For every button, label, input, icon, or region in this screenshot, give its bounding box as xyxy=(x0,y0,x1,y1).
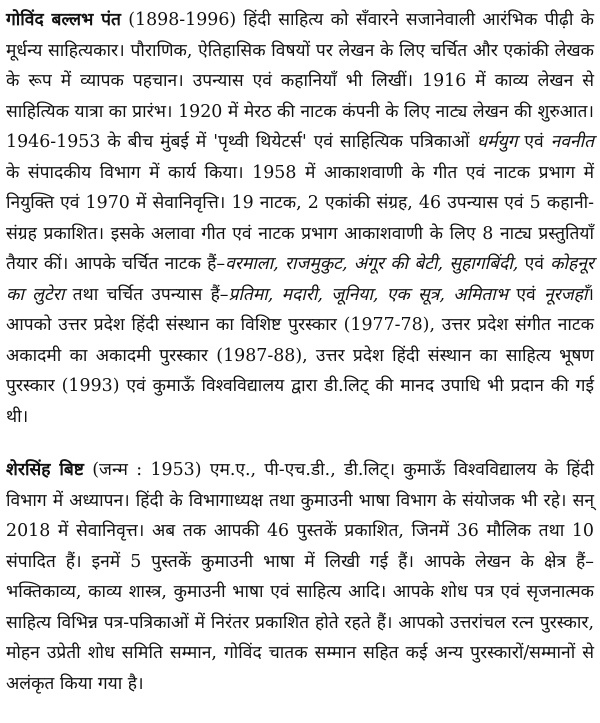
bio-text: (1898-1996) हिंदी साहित्य को सँवारने सजानेवाली आरंभिक पीढ़ी के मूर्धन्य साहित्यकार। पौराणिक, ऐतिहासिक विषयों पर लेखन के लिए चर्चित और एकांकी लेखक के रूप में व्यापक पहचान। उपन्यास एवं कहानियाँ भी लिखीं। 1916 में काव्य लेखन से साहित्यिक यात्रा का प्रारंभ। 1920 में मेरठ की नाटक कंपनी के लिए नाट्य लेखन की शुरुआत। 1946-1953 के बीच मुंबई में 'पृथ्वी थियेटर्स' एवं साहित्यिक पत्रिकाओं xyxy=(6,10,594,152)
play-title: कोहनूर का लुटेरा xyxy=(6,254,595,305)
bio-text: के संपादकीय विभाग में कार्य किया। 1958 में आकाशवाणी के गीत एवं नाटक प्रभाग में नियुक्ति एवं 1970 में सेवानिवृत्ति। 19 नाटक, 2 एकांकी संग्रह, 46 उपन्यास एवं 5 कहानी-संग्रह प्रकाशित। इसके अलावा गीत एवं नाटक प्रभाग आकाशवाणी के लिए 8 नाट्य प्रस्तुतियाँ तैयार कीं। आपके चर्चित नाटक हैं– xyxy=(6,162,594,274)
magazine-title: धर्मयुग xyxy=(476,132,518,152)
bio-text: । आपको उत्तर प्रदेश हिंदी संस्थान का विशिष्ट पुरस्कार (1977-78), उत्तर प्रदेश संगीत नाटक अकादमी का अकादमी पुरस्कार (1987-88), उत्तर प्रदेश हिंदी संस्थान का साहित्य भूषण पुरस्कार (1993) एवं कुमाऊँ विश्वविद्यालय द्वारा डी.लिट् की मानद उपाधि भी प्रदान की गई थी। xyxy=(6,284,594,427)
author-name: गोविंद बल्लभ पंत xyxy=(6,10,121,30)
bio-govind-ballabh-pant xyxy=(6,5,594,432)
bio-text: (जन्म : 1953) एम.ए., पी-एच.डी., डी.लिट्। कुमाऊँ विश्वविद्यालय के हिंदी विभाग में अध्यापन। हिंदी के विभागाध्यक्ष तथा कुमाउनी भाषा विभाग के संयोजक भी रहे। सन् 2018 में सेवानिवृत्त। अब तक आपकी 46 पुस्तकें प्रकाशित, जिनमें 36 मौलिक तथा 10 संपादित हैं। इनमें 5 पुस्तकें कुमाउनी भाषा में लिखी गई हैं। आपके लेखन के क्षेत्र हैं–भक्तिकाव्य, काव्य शास्त्र, कुमाउनी भाषा एवं साहित्य आदि। आपके शोध पत्र एवं सृजनात्मक साहित्य विभिन्न पत्र-पत्रिकाओं में निरंतर प्रकाशित होते रहते हैं। आपको उत्तरांचल रत्न पुरस्कार, मोहन उप्रेती शोध समिति सम्मान, गोविंद चातक सम्मान सहित कई अन्य पुरस्कारों/सम्मानों से अलंकृत किया गया है। xyxy=(6,460,595,694)
magazine-title: नवनीत xyxy=(550,132,594,152)
bio-text: एवं xyxy=(518,254,551,274)
bio-text: एवं xyxy=(517,132,551,152)
novel-title: नूरजहाँ xyxy=(543,284,588,305)
bio-text: तथा चर्चित उपन्यास हैं– xyxy=(64,284,229,305)
bio-text: एवं xyxy=(508,284,544,305)
bio-shersingh-bisht xyxy=(6,455,594,699)
author-name: शेरसिंह बिष्ट xyxy=(6,460,84,480)
novel-titles: प्रतिमा, मदारी, जूनिया, एक सूत्र, अमिताभ xyxy=(228,284,509,305)
document-page xyxy=(6,0,594,723)
play-titles: वरमाला, राजमुकुट, अंगूर की बेटी, सुहागबिंदी, xyxy=(225,254,519,274)
